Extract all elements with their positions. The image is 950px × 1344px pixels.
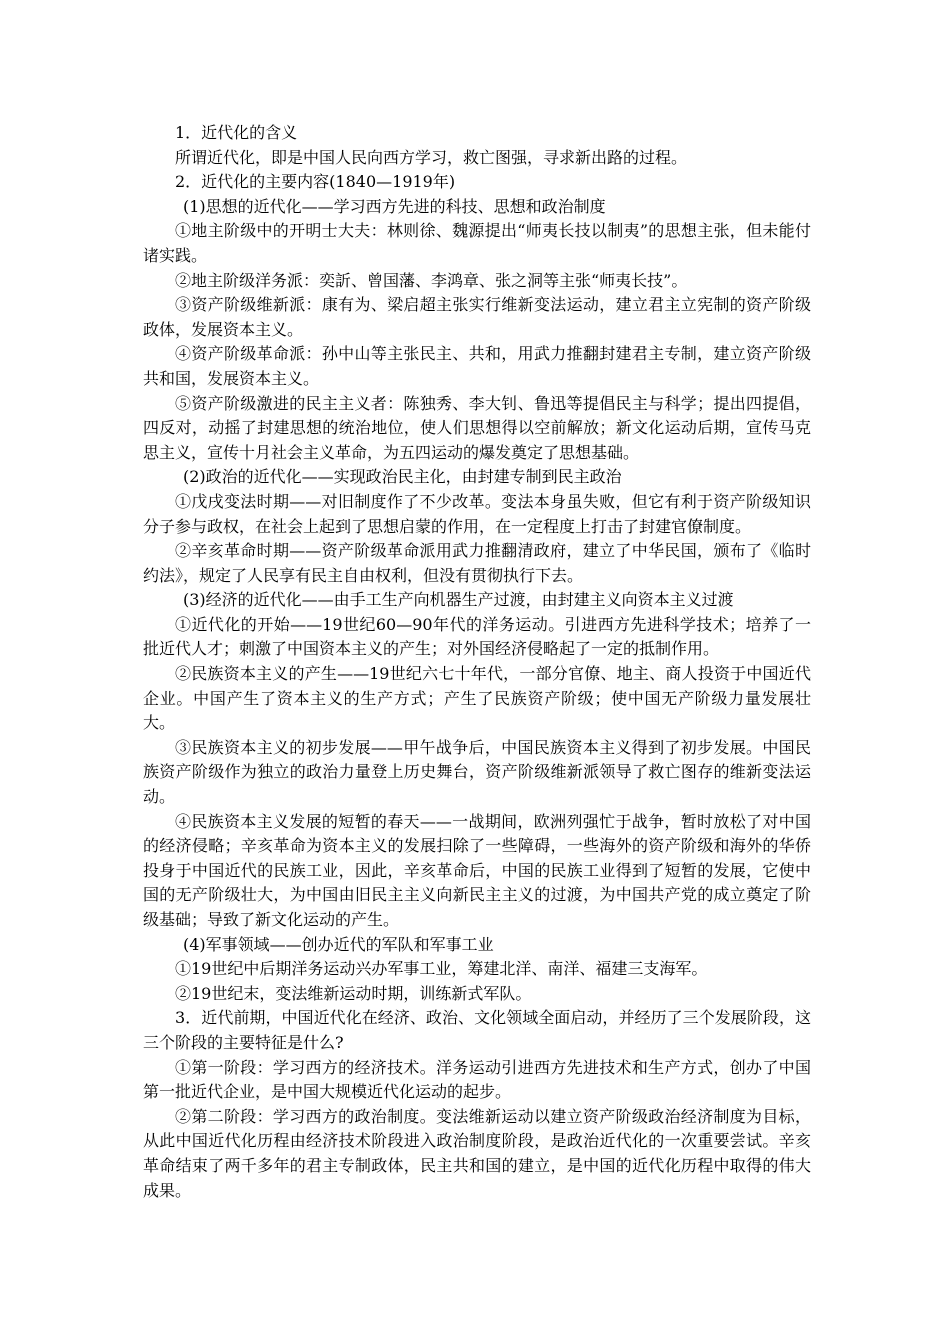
list-item-thought-4: ④资产阶级革命派：孙中山等主张民主、共和，用武力推翻封建君主专制，建立资产阶级共和国，发展资本主义。 <box>143 344 811 388</box>
list-item-economy-4: ④民族资本主义发展的短暂的春天——一战期间，欧洲列强忙于战争，暂时放松了对中国的经济侵略；辛亥革命为资本主义的发展扫除了一些障碍，一些海外的资产阶级和海外的华侨投身于中国近代的民族工业，因此，辛亥革命后，中国的民族工业得到了短暂的发展，它使中国的无产阶级壮大，为中国由旧民主主义向新民主主义的过渡，为中国共产党的成立奠定了阶级基础；导致了新文化运动的产生。 <box>143 811 811 929</box>
list-item-thought-2: ②地主阶级洋务派：奕訢、曾国藩、李鸿章、张之洞等主张“师夷长技”。 <box>175 270 688 290</box>
subheading-thought: (1)思想的近代化——学习西方先进的科技、思想和政治制度 <box>183 196 606 216</box>
list-item-economy-2: ②民族资本主义的产生——19世纪六七十年代，一部分官僚、地主、商人投资于中国近代企业。中国产生了资本主义的生产方式；产生了民族资产阶级；使中国无产阶级力量发展壮大。 <box>143 664 811 733</box>
list-item-thought-5: ⑤资产阶级激进的民主主义者：陈独秀、李大钊、鲁迅等提倡民主与科学；提出四提倡，四反对，动摇了封建思想的统治地位，使人们思想得以空前解放；新文化运动后期，宣传马克思主义，宣传十月社会主义革命，为五四运动的爆发奠定了思想基础。 <box>143 393 811 462</box>
list-item-thought-1: ①地主阶级中的开明士大夫：林则徐、魏源提出“师夷长技以制夷”的思想主张，但未能付诸实践。 <box>143 221 811 265</box>
subheading-economy: (3)经济的近代化——由手工生产向机器生产过渡，由封建主义向资本主义过渡 <box>183 590 734 610</box>
list-item-military-2: ②19世纪末，变法维新运动时期，训练新式军队。 <box>175 983 532 1003</box>
heading-3-stages: 3．近代前期，中国近代化在经济、政治、文化领域全面启动，并经历了三个发展阶段，这三个阶段的主要特征是什么? <box>143 1008 811 1052</box>
heading-1-definition: 1．近代化的含义 <box>175 123 298 142</box>
list-item-stage-1: ①第一阶段：学习西方的经济技术。洋务运动引进西方先进技术和生产方式，创办了中国第一批近代企业，是中国大规模近代化运动的起步。 <box>143 1057 811 1102</box>
paragraph-definition: 所谓近代化，即是中国人民向西方学习，救亡图强，寻求新出路的过程。 <box>175 147 688 167</box>
list-item-politics-2: ②辛亥革命时期——资产阶级革命派用武力推翻清政府，建立了中华民国，颁布了《临时约法》，规定了人民享有民主自由权利，但没有贯彻执行下去。 <box>143 541 811 585</box>
document-page <box>143 121 811 1203</box>
list-item-stage-2: ②第二阶段：学习西方的政治制度。变法维新运动以建立资产阶级政治经济制度为目标，从此中国近代化历程由经济技术阶段进入政治制度阶段，是政治近代化的一次重要尝试。辛亥革命结束了两千多年的君主专制政体，民主共和国的建立，是中国的近代化历程中取得的伟大成果。 <box>143 1106 811 1200</box>
list-item-economy-3: ③民族资本主义的初步发展——甲午战争后，中国民族资本主义得到了初步发展。中国民族资产阶级作为独立的政治力量登上历史舞台，资产阶级维新派领导了救亡图存的维新变法运动。 <box>143 737 811 807</box>
heading-2-content: 2．近代化的主要内容(1840—1919年) <box>175 172 456 192</box>
subheading-military: (4)军事领域——创办近代的军队和军事工业 <box>183 934 494 954</box>
subheading-politics: (2)政治的近代化——实现政治民主化，由封建专制到民主政治 <box>183 467 622 487</box>
list-item-thought-3: ③资产阶级维新派：康有为、梁启超主张实行维新变法运动，建立君主立宪制的资产阶级政体，发展资本主义。 <box>143 295 811 339</box>
list-item-politics-1: ①戊戌变法时期——对旧制度作了不少改革。变法本身虽失败，但它有利于资产阶级知识分子参与政权，在社会上起到了思想启蒙的作用，在一定程度上打击了封建官僚制度。 <box>143 491 811 536</box>
list-item-military-1: ①19世纪中后期洋务运动兴办军事工业，筹建北洋、南洋、福建三支海军。 <box>175 959 708 979</box>
list-item-economy-1: ①近代化的开始——19世纪60—90年代的洋务运动。引进西方先进科学技术；培养了一批近代人才；刺激了中国资本主义的产生；对外国经济侵略起了一定的抵制作用。 <box>143 614 811 659</box>
